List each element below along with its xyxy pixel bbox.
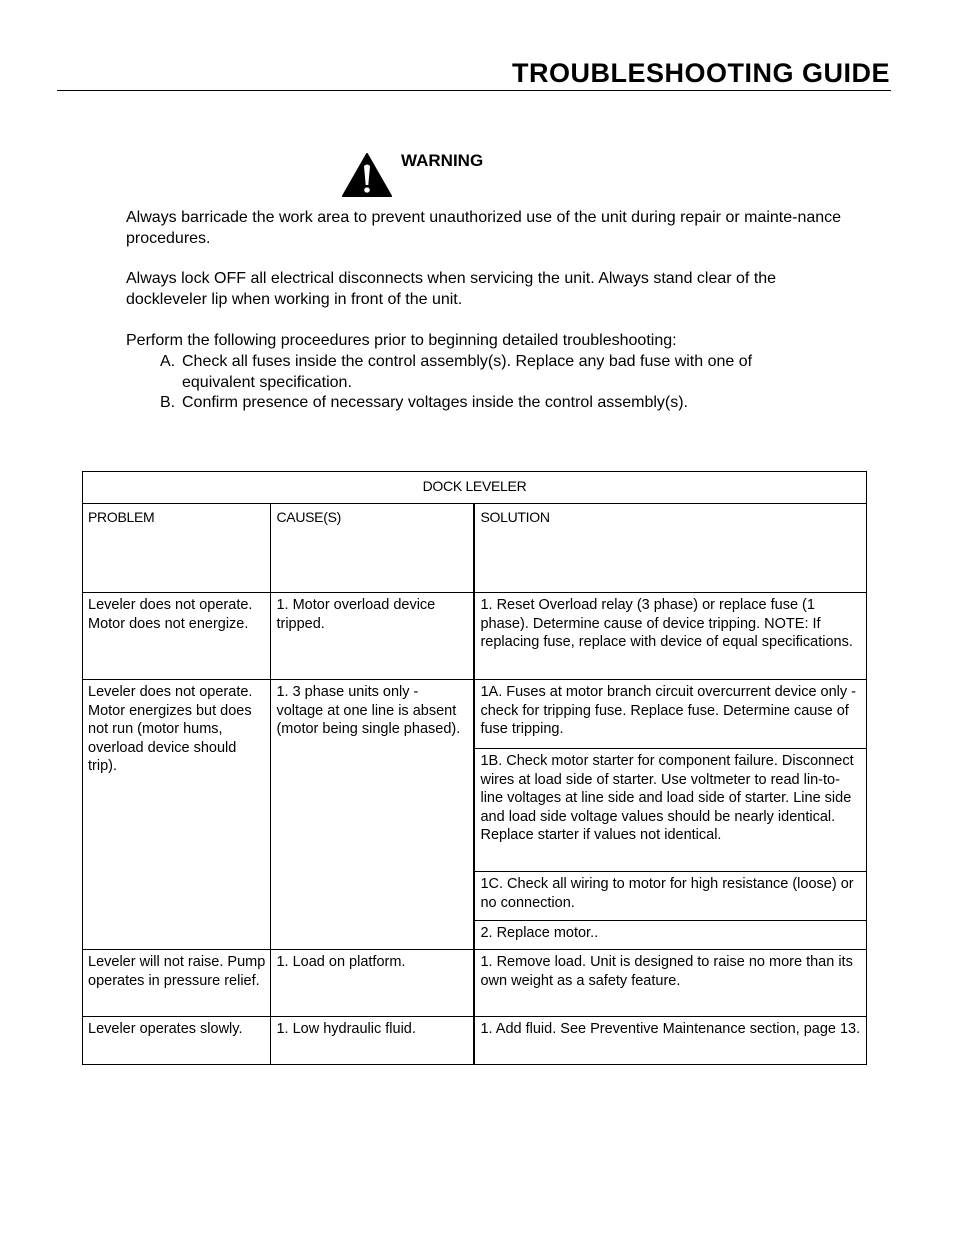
step-item [160, 393, 820, 414]
solution-cell: 2. Replace motor.. [474, 921, 866, 950]
step-text: Check all fuses inside the control assembly(s). Replace any bad fuse with one of equivalent specification. [182, 353, 753, 391]
problem-cell: Leveler does not operate. Motor energizes but does not run (motor hums, overload device should trip). [83, 680, 271, 950]
cause-cell: 1. Motor overload device tripped. [271, 593, 475, 680]
paragraph-procedures: Perform the following proceedures prior to beginning detailed troubleshooting: [126, 332, 677, 349]
step-item [160, 352, 820, 393]
solution-cell: 1A. Fuses at motor branch circuit overcurrent device only - check for tripping fuse. Replace fuse. Determine cause of fuse tripping. [474, 680, 866, 749]
header-solution: SOLUTION [474, 504, 866, 593]
header-cause: CAUSE(S) [271, 504, 475, 593]
warning-label: WARNING [401, 151, 484, 170]
solution-cell: 1. Add fluid. See Preventive Maintenance section, page 13. [474, 1017, 866, 1065]
table-row [83, 593, 867, 680]
problem-cell: Leveler will not raise. Pump operates in pressure relief. [83, 950, 271, 1017]
problem-cell: Leveler operates slowly. [83, 1017, 271, 1065]
header-problem: PROBLEM [83, 504, 271, 593]
problem-cell: Leveler does not operate. Motor does not energize. [83, 593, 271, 680]
paragraph-barricade: Always barricade the work area to prevent unauthorized use of the unit during repair or mainte-nance procedures. [126, 209, 842, 247]
troubleshooting-table [82, 471, 867, 1065]
table-row [83, 950, 867, 1017]
solution-cell: 1. Remove load. Unit is designed to raise no more than its own weight as a safety feature. [474, 950, 866, 1017]
warning-triangle-icon [341, 152, 393, 198]
step-letter: B. [160, 394, 176, 411]
warning-block [341, 152, 483, 198]
table-row [83, 680, 867, 749]
table-row [83, 1017, 867, 1065]
solution-cell: 1C. Check all wiring to motor for high resistance (loose) or no connection. [474, 872, 866, 921]
cause-cell: 1. Low hydraulic fluid. [271, 1017, 475, 1065]
table-title: DOCK LEVELER [83, 472, 867, 504]
procedure-steps [160, 352, 820, 414]
header-rule [57, 90, 891, 91]
solution-cell: 1B. Check motor starter for component failure. Disconnect wires at load side of starter. Use voltmeter to read lin-to-line voltages at line side and load side of starter. Line side and load side voltage values should be nearly identical. Replace starter if values not identical. [474, 749, 866, 872]
paragraph-lockout: Always lock OFF all electrical disconnects when servicing the unit. Always stand clear of the dockleveler lip when working in front of the unit. [126, 270, 777, 308]
page-title: TROUBLESHOOTING GUIDE [511, 58, 890, 88]
cause-cell: 1. 3 phase units only - voltage at one line is absent (motor being single phased). [271, 680, 475, 950]
table-header-row [83, 504, 867, 593]
cause-cell: 1. Load on platform. [271, 950, 475, 1017]
step-text: Confirm presence of necessary voltages inside the control assembly(s). [182, 394, 688, 411]
step-letter: A. [160, 353, 176, 370]
solution-cell: 1. Reset Overload relay (3 phase) or replace fuse (1 phase). Determine cause of device tripping. NOTE: If replacing fuse, replace with device of equal specifications. [474, 593, 866, 680]
